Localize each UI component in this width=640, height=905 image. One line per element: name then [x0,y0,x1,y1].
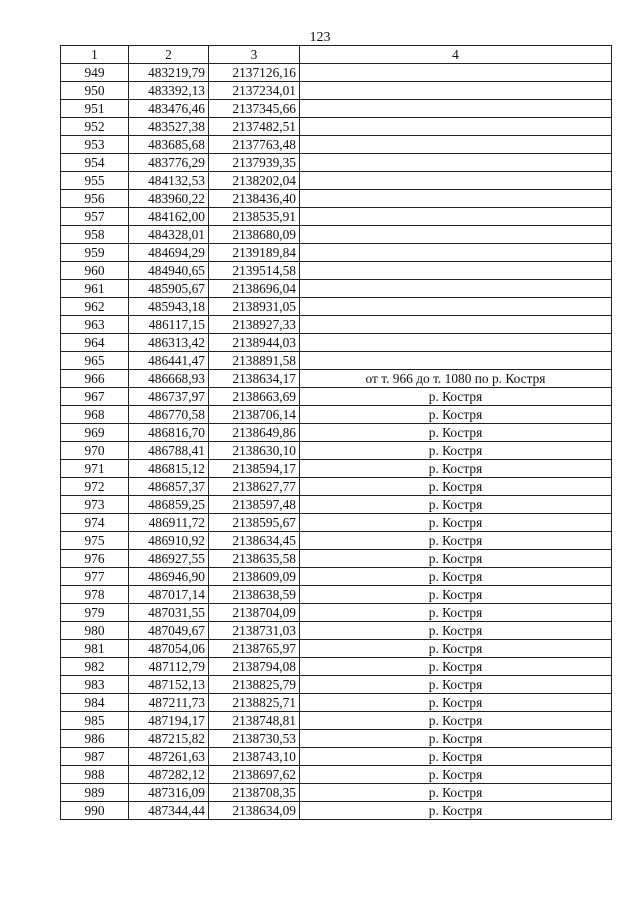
description-cell: р. Костря [300,550,612,568]
description-cell: р. Костря [300,676,612,694]
description-cell: р. Костря [300,514,612,532]
point-number-cell: 981 [61,640,129,658]
x-coordinate-cell: 483219,79 [129,64,209,82]
point-number-cell: 982 [61,658,129,676]
table-row [61,118,612,136]
y-coordinate-cell: 2138634,45 [209,532,300,550]
description-cell [300,64,612,82]
x-coordinate-cell: 485905,67 [129,280,209,298]
table-row [61,604,612,622]
point-number-cell: 976 [61,550,129,568]
table-row [61,514,612,532]
x-coordinate-cell: 485943,18 [129,298,209,316]
y-coordinate-cell: 2138931,05 [209,298,300,316]
y-coordinate-cell: 2138627,77 [209,478,300,496]
table-row [61,676,612,694]
point-number-cell: 966 [61,370,129,388]
table-row [61,388,612,406]
description-cell: р. Костря [300,496,612,514]
description-cell: р. Костря [300,640,612,658]
point-number-cell: 971 [61,460,129,478]
x-coordinate-cell: 483527,38 [129,118,209,136]
point-number-cell: 972 [61,478,129,496]
point-number-cell: 958 [61,226,129,244]
table-row [61,748,612,766]
description-cell [300,82,612,100]
y-coordinate-cell: 2138649,86 [209,424,300,442]
y-coordinate-cell: 2137482,51 [209,118,300,136]
y-coordinate-cell: 2138680,09 [209,226,300,244]
point-number-cell: 974 [61,514,129,532]
y-coordinate-cell: 2138944,03 [209,334,300,352]
description-cell [300,190,612,208]
table-row [61,496,612,514]
description-cell: р. Костря [300,406,612,424]
description-cell: р. Костря [300,442,612,460]
y-coordinate-cell: 2138743,10 [209,748,300,766]
description-cell [300,154,612,172]
x-coordinate-cell: 483685,68 [129,136,209,154]
point-number-cell: 957 [61,208,129,226]
table-row [61,442,612,460]
description-cell: р. Костря [300,532,612,550]
point-number-cell: 975 [61,532,129,550]
x-coordinate-cell: 483476,46 [129,100,209,118]
table-row [61,280,612,298]
y-coordinate-cell: 2138696,04 [209,280,300,298]
y-coordinate-cell: 2138634,09 [209,802,300,820]
y-coordinate-cell: 2137126,16 [209,64,300,82]
table-row [61,208,612,226]
y-coordinate-cell: 2138594,17 [209,460,300,478]
point-number-cell: 968 [61,406,129,424]
point-number-cell: 954 [61,154,129,172]
y-coordinate-cell: 2138638,59 [209,586,300,604]
y-coordinate-cell: 2138595,67 [209,514,300,532]
y-coordinate-cell: 2137763,48 [209,136,300,154]
x-coordinate-cell: 483776,29 [129,154,209,172]
x-coordinate-cell: 483960,22 [129,190,209,208]
page-number: 123 [309,30,331,45]
table-row [61,190,612,208]
description-cell: р. Костря [300,748,612,766]
point-number-cell: 989 [61,784,129,802]
description-cell: р. Костря [300,622,612,640]
y-coordinate-cell: 2138927,33 [209,316,300,334]
point-number-cell: 967 [61,388,129,406]
y-coordinate-cell: 2138825,79 [209,676,300,694]
table-row [61,532,612,550]
x-coordinate-cell: 487282,12 [129,766,209,784]
y-coordinate-cell: 2138635,58 [209,550,300,568]
description-cell: р. Костря [300,460,612,478]
table-row [61,802,612,820]
column-header-x: 2 [129,46,209,64]
x-coordinate-cell: 484940,65 [129,262,209,280]
description-cell: р. Костря [300,586,612,604]
point-number-cell: 952 [61,118,129,136]
table-row [61,406,612,424]
x-coordinate-cell: 486927,55 [129,550,209,568]
description-cell: р. Костря [300,766,612,784]
y-coordinate-cell: 2138794,08 [209,658,300,676]
y-coordinate-cell: 2138731,03 [209,622,300,640]
y-coordinate-cell: 2138202,04 [209,172,300,190]
x-coordinate-cell: 487261,63 [129,748,209,766]
table-row [61,460,612,478]
x-coordinate-cell: 487031,55 [129,604,209,622]
x-coordinate-cell: 484162,00 [129,208,209,226]
table-row [61,478,612,496]
x-coordinate-cell: 484328,01 [129,226,209,244]
table-row [61,262,612,280]
x-coordinate-cell: 486815,12 [129,460,209,478]
description-cell [300,172,612,190]
x-coordinate-cell: 486737,97 [129,388,209,406]
point-number-cell: 987 [61,748,129,766]
y-coordinate-cell: 2138891,58 [209,352,300,370]
table-row [61,334,612,352]
y-coordinate-cell: 2138697,62 [209,766,300,784]
y-coordinate-cell: 2138765,97 [209,640,300,658]
point-number-cell: 985 [61,712,129,730]
description-cell [300,136,612,154]
description-cell: р. Костря [300,802,612,820]
x-coordinate-cell: 486857,37 [129,478,209,496]
y-coordinate-cell: 2138597,48 [209,496,300,514]
table-row [61,64,612,82]
table-row [61,640,612,658]
description-cell [300,262,612,280]
point-number-cell: 979 [61,604,129,622]
x-coordinate-cell: 487211,73 [129,694,209,712]
y-coordinate-cell: 2139189,84 [209,244,300,262]
table-row [61,226,612,244]
description-cell: р. Костря [300,712,612,730]
y-coordinate-cell: 2137345,66 [209,100,300,118]
table-row [61,82,612,100]
x-coordinate-cell: 483392,13 [129,82,209,100]
y-coordinate-cell: 2138825,71 [209,694,300,712]
description-cell [300,298,612,316]
y-coordinate-cell: 2138609,09 [209,568,300,586]
x-coordinate-cell: 484132,53 [129,172,209,190]
table-row [61,730,612,748]
table-row [61,424,612,442]
x-coordinate-cell: 487054,06 [129,640,209,658]
point-number-cell: 960 [61,262,129,280]
y-coordinate-cell: 2138730,53 [209,730,300,748]
coordinates-table [60,45,612,820]
point-number-cell: 980 [61,622,129,640]
y-coordinate-cell: 2137939,35 [209,154,300,172]
y-coordinate-cell: 2137234,01 [209,82,300,100]
x-coordinate-cell: 487112,79 [129,658,209,676]
point-number-cell: 950 [61,82,129,100]
column-header-point-number: 1 [61,46,129,64]
x-coordinate-cell: 487152,13 [129,676,209,694]
table-row [61,298,612,316]
point-number-cell: 953 [61,136,129,154]
x-coordinate-cell: 486117,15 [129,316,209,334]
x-coordinate-cell: 486441,47 [129,352,209,370]
y-coordinate-cell: 2138704,09 [209,604,300,622]
description-cell: р. Костря [300,568,612,586]
description-cell [300,208,612,226]
x-coordinate-cell: 486859,25 [129,496,209,514]
x-coordinate-cell: 486911,72 [129,514,209,532]
y-coordinate-cell: 2138708,35 [209,784,300,802]
point-number-cell: 973 [61,496,129,514]
table-row [61,352,612,370]
x-coordinate-cell: 487316,09 [129,784,209,802]
table-row [61,568,612,586]
description-cell [300,118,612,136]
point-number-cell: 984 [61,694,129,712]
point-number-cell: 983 [61,676,129,694]
point-number-cell: 965 [61,352,129,370]
table-row [61,784,612,802]
x-coordinate-cell: 486816,70 [129,424,209,442]
point-number-cell: 970 [61,442,129,460]
description-cell [300,280,612,298]
point-number-cell: 963 [61,316,129,334]
description-cell: р. Костря [300,784,612,802]
description-cell: р. Костря [300,694,612,712]
x-coordinate-cell: 487017,14 [129,586,209,604]
point-number-cell: 951 [61,100,129,118]
description-cell: р. Костря [300,424,612,442]
table-row [61,100,612,118]
y-coordinate-cell: 2139514,58 [209,262,300,280]
description-cell [300,100,612,118]
description-cell: р. Костря [300,604,612,622]
point-number-cell: 955 [61,172,129,190]
column-header-y: 3 [209,46,300,64]
description-cell [300,226,612,244]
description-cell: р. Костря [300,388,612,406]
table-row [61,658,612,676]
x-coordinate-cell: 486770,58 [129,406,209,424]
description-cell: от т. 966 до т. 1080 по р. Костря [300,370,612,388]
point-number-cell: 956 [61,190,129,208]
point-number-cell: 961 [61,280,129,298]
point-number-cell: 986 [61,730,129,748]
y-coordinate-cell: 2138706,14 [209,406,300,424]
table-row [61,172,612,190]
x-coordinate-cell: 486946,90 [129,568,209,586]
table-row [61,244,612,262]
table-row [61,154,612,172]
x-coordinate-cell: 484694,29 [129,244,209,262]
description-cell [300,334,612,352]
x-coordinate-cell: 487215,82 [129,730,209,748]
table-header-row [61,46,612,64]
x-coordinate-cell: 487344,44 [129,802,209,820]
x-coordinate-cell: 486788,41 [129,442,209,460]
x-coordinate-cell: 487194,17 [129,712,209,730]
y-coordinate-cell: 2138436,40 [209,190,300,208]
point-number-cell: 964 [61,334,129,352]
table-row [61,766,612,784]
y-coordinate-cell: 2138748,81 [209,712,300,730]
table-row [61,370,612,388]
table-row [61,316,612,334]
y-coordinate-cell: 2138630,10 [209,442,300,460]
description-cell [300,316,612,334]
column-header-description: 4 [300,46,612,64]
table-row [61,550,612,568]
point-number-cell: 990 [61,802,129,820]
description-cell [300,352,612,370]
table-row [61,712,612,730]
x-coordinate-cell: 486313,42 [129,334,209,352]
y-coordinate-cell: 2138634,17 [209,370,300,388]
description-cell: р. Костря [300,658,612,676]
point-number-cell: 977 [61,568,129,586]
table-row [61,136,612,154]
x-coordinate-cell: 486910,92 [129,532,209,550]
y-coordinate-cell: 2138535,91 [209,208,300,226]
point-number-cell: 949 [61,64,129,82]
x-coordinate-cell: 486668,93 [129,370,209,388]
table-row [61,694,612,712]
point-number-cell: 969 [61,424,129,442]
x-coordinate-cell: 487049,67 [129,622,209,640]
description-cell: р. Костря [300,478,612,496]
point-number-cell: 962 [61,298,129,316]
point-number-cell: 959 [61,244,129,262]
y-coordinate-cell: 2138663,69 [209,388,300,406]
point-number-cell: 978 [61,586,129,604]
description-cell [300,244,612,262]
table-row [61,586,612,604]
table-row [61,622,612,640]
description-cell: р. Костря [300,730,612,748]
point-number-cell: 988 [61,766,129,784]
